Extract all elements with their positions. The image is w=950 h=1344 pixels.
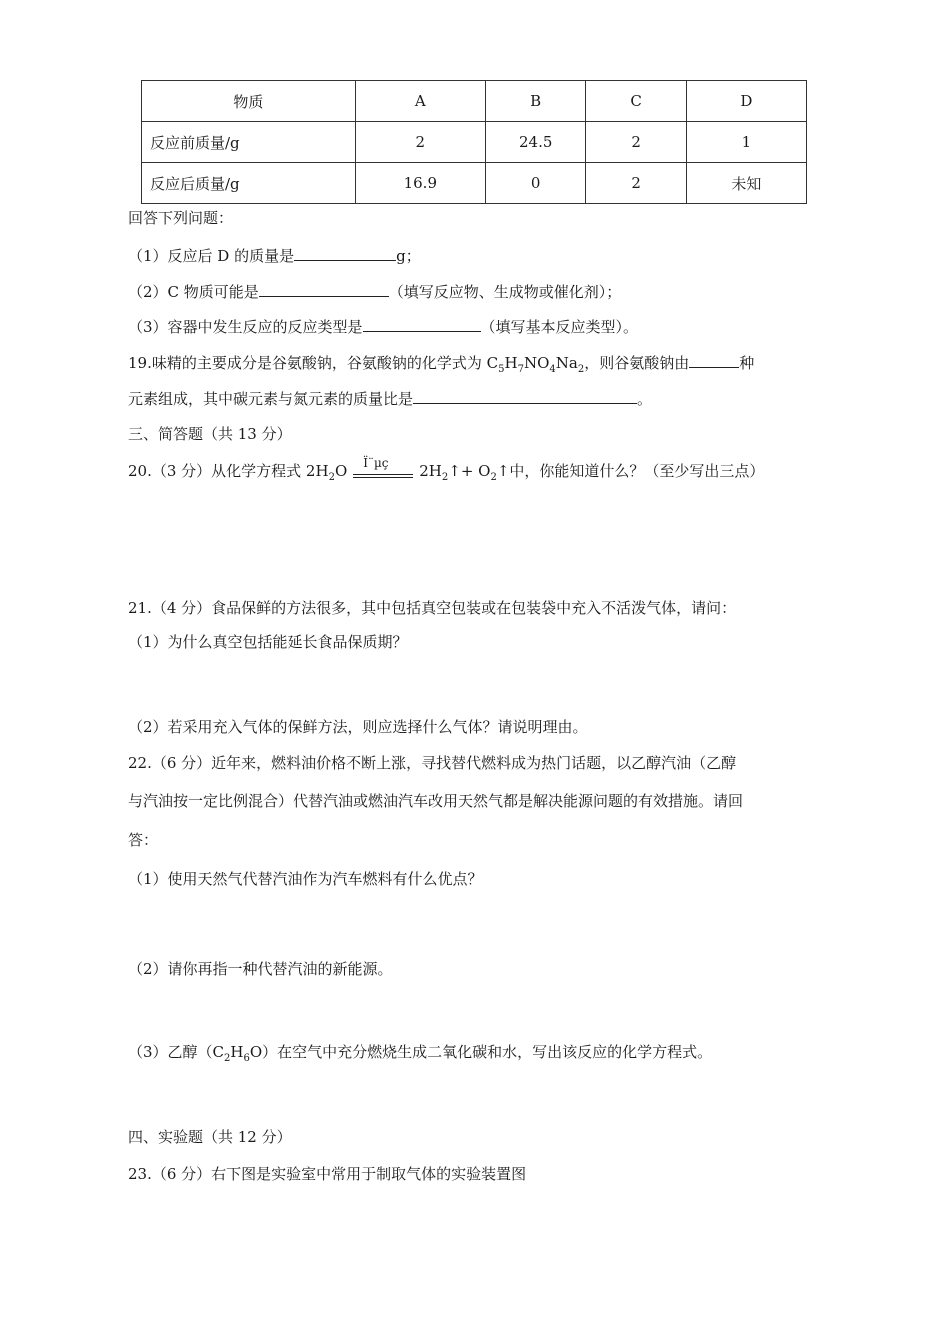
header-cell: A — [355, 81, 485, 122]
q18-part1 — [128, 244, 421, 267]
q18-part2-text: （2）C 物质可能是 — [128, 283, 259, 301]
q22-part2: （2）请你再指一种代替汽油的新能源。 — [128, 960, 393, 978]
table-cell: 2 — [586, 163, 686, 204]
q21-part2: （2）若采用充入气体的保鲜方法，则应选择什么气体？请说明理由。 — [128, 718, 588, 736]
q22-part1: （1）使用天然气代替汽油作为汽车燃料有什么优点？ — [128, 870, 483, 888]
q18-part1-unit: g； — [396, 247, 421, 265]
formula-part: 2H — [419, 462, 442, 480]
formula-sub: 2 — [490, 472, 497, 483]
table-cell: 1 — [686, 122, 806, 163]
q21-stem: 21.（4 分）食品保鲜的方法很多，其中包括真空包装或在包装袋中充入不活泼气体，请问： — [128, 599, 737, 617]
formula-sub: 2 — [441, 472, 449, 483]
q22-stem-line1: 22.（6 分）近年来，燃料油价格不断上涨，寻找替代燃料成为热门话题，以乙醇汽油（乙醇 — [128, 754, 737, 772]
formula-sub: 6 — [243, 1053, 250, 1064]
table-row — [142, 163, 807, 204]
q18-part3 — [128, 315, 638, 338]
q19-line2 — [128, 387, 652, 410]
formula-part: H — [504, 354, 518, 372]
table-header-row — [142, 81, 807, 122]
reaction-arrow — [353, 456, 413, 482]
row-label: 反应前质量/g — [142, 122, 356, 163]
q22-stem-line3: 答： — [128, 831, 159, 849]
table-cell: 2 — [355, 122, 485, 163]
q18-intro: 回答下列问题： — [128, 209, 234, 227]
q18-part1-text: （1）反应后 D 的质量是 — [128, 247, 295, 265]
table-cell: 24.5 — [485, 122, 586, 163]
q19-text: 元素组成，其中碳元素与氮元素的质量比是 — [128, 390, 414, 408]
q20-text: ↑中，你能知道什么？（至少写出三点） — [496, 462, 765, 480]
formula-part: H — [230, 1043, 244, 1061]
header-cell: D — [686, 81, 806, 122]
q18-part2 — [128, 280, 621, 303]
reaction-condition: Ï¨µç — [363, 456, 389, 470]
formula-sub: 2 — [224, 1053, 231, 1064]
formula-sub: 4 — [549, 364, 556, 375]
q19-text: 。 — [637, 390, 653, 408]
q22-text: O）在空气中充分燃烧生成二氧化碳和水，写出该反应的化学方程式。 — [249, 1043, 713, 1061]
formula-sub: 5 — [498, 364, 505, 375]
formula-part: ↑+ O — [448, 462, 491, 480]
header-cell: 物质 — [142, 81, 356, 122]
answer-blank[interactable] — [413, 387, 637, 404]
q19-line1 — [128, 351, 754, 381]
formula-sub: 2 — [328, 472, 335, 483]
section-3-heading: 三、简答题（共 13 分） — [128, 425, 292, 443]
q21-part1: （1）为什么真空包括能延长食品保质期？ — [128, 633, 408, 651]
q19-text: ，则谷氨酸钠由 — [584, 354, 690, 372]
section-4-heading: 四、实验题（共 12 分） — [128, 1128, 292, 1146]
table-cell: 未知 — [686, 163, 806, 204]
formula-part: O — [334, 462, 348, 480]
header-cell: B — [485, 81, 586, 122]
q18-part3-text: （3）容器中发生反应的反应类型是 — [128, 318, 363, 336]
formula-part: NO — [523, 354, 550, 372]
q23-stem: 23.（6 分）右下图是实验室中常用于制取气体的实验装置图 — [128, 1165, 527, 1183]
q22-part3 — [128, 1041, 712, 1070]
q18-part2-hint: （填写反应物、生成物或催化剂）； — [388, 283, 622, 301]
header-cell: C — [586, 81, 686, 122]
q20-text: 20.（3 分）从化学方程式 2H — [128, 462, 329, 480]
mass-table — [141, 80, 807, 204]
q22-stem-line2: 与汽油按一定比例混合）代替汽油或燃油汽车改用天然气都是解决能源问题的有效措施。请回 — [128, 792, 744, 810]
answer-blank[interactable] — [259, 280, 389, 297]
q19-text: 19.味精的主要成分是谷氨酸钠，谷氨酸钠的化学式为 C — [128, 354, 499, 372]
q22-text: （3）乙醇（C — [128, 1043, 225, 1061]
q20 — [128, 456, 765, 489]
q19-text: 种 — [739, 354, 755, 372]
answer-blank[interactable] — [294, 244, 396, 261]
row-label: 反应后质量/g — [142, 163, 356, 204]
answer-blank[interactable] — [689, 351, 739, 368]
table-cell: 0 — [485, 163, 586, 204]
table-row — [142, 122, 807, 163]
table-cell: 2 — [586, 122, 686, 163]
formula-sub: 7 — [517, 364, 524, 375]
formula-part: Na — [555, 354, 578, 372]
q18-part3-hint: （填写基本反应类型）。 — [480, 318, 639, 336]
answer-blank[interactable] — [363, 315, 481, 332]
table-cell: 16.9 — [355, 163, 485, 204]
formula-sub: 2 — [577, 364, 585, 375]
